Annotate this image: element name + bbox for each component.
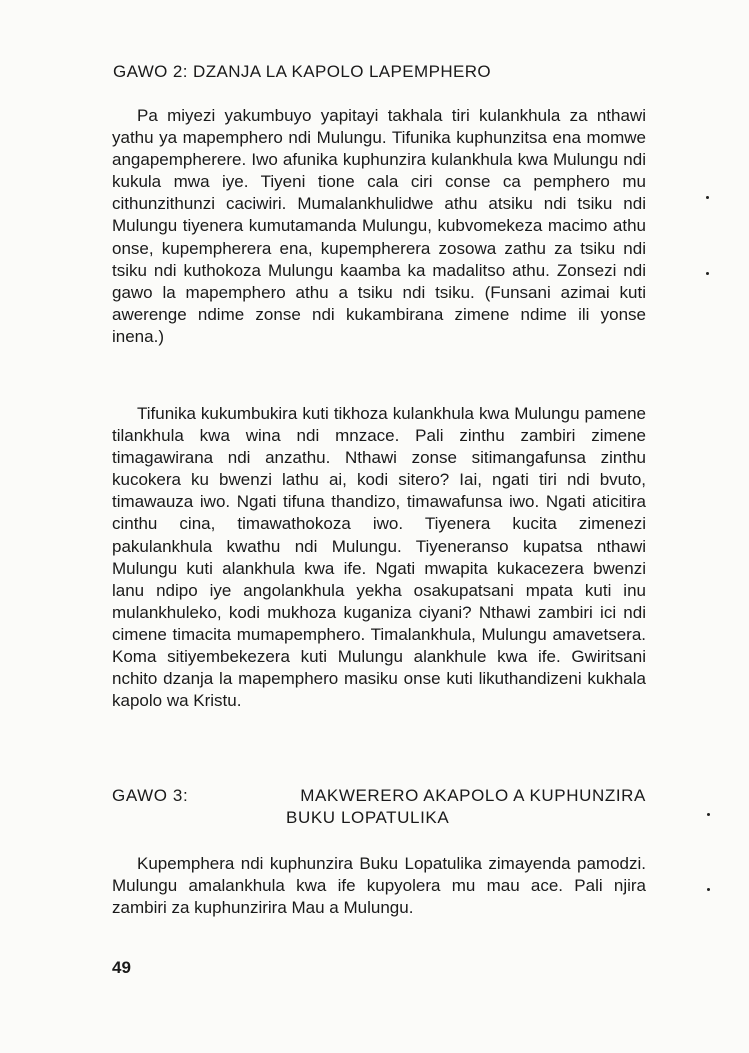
section-2-paragraph-2: Tifunika kukumbukira kuti tikhoza kulankhula kwa Mulungu pamene tilankhula kwa wina ndi mnzace. Pali zinthu zambiri zimene timagawirana ndi anzathu. Nthawi zonse sitimangafunsa zinthu kucokera ku bwenzi lathu ai, kodi sitero? Iai, ngati tiri ndi bvuto, timawauza iwo. Ngati tifuna thandizo, timawafunsa iwo. Ngati aticitira cinthu cina, timawathokoza iwo. Tiyenera kucita zimenezi pakulankhula kwathu ndi Mulungu. Tiyeneranso kupatsa nthawi Mulungu kuti alankhula kwa ife. Ngati mwapita kukacezera bwenzi lanu ndipo iye angolankhula yekha osakupatsani mpata kuti inu mulankhuleko, kodi mukhoza kuganiza ciyani? Nthawi zambiri ici ndi cimene timacita mumapemphero. Timalankhula, Mulungu amavetsera. Koma sitiyembekezera kuti Mulungu alankhule kwa ife. Gwiritsani nchito dzanja la mapemphero masiku onse kuti likuthandizeni kukhala kapolo wa Kristu. [112,404,646,711]
section-2-paragraph-1: Pa miyezi yakumbuyo yapitayi takhala tiri kulankhula za nthawi yathu ya mapemphero ndi Mulungu. Tifunika kuphunzitsa ena momwe angapempherere. Iwo afunika kuphunzira kulankhula kwa Mulungu ndi kukula mwa iye. Tiyeni tione cala ciri conse ca pemphero mu cithunzithunzi caciwiri. Mumalankhulidwe athu atsiku ndi tsiku ndi Mulungu tiyenera kumutamanda Mulungu, kubvomekeza macimo athu onse, kupempherera ena, kupempherera zosowa zathu za tsiku ndi tsiku ndi kuthokoza Mulungu kaamba ka madalitso athu. Zonsezi ndi gawo la mapemphero athu a tsiku ndi tsiku. (Funsani azimai kuti awerenge ndime zonse ndi kukambirana zimene ndime ili yonse inena.) [112,106,646,346]
section-3-paragraph: Kupemphera ndi kuphunzira Buku Lopatulika zimayenda pamodzi. Mulungu amalankhula kwa ife kupyolera mu mau ace. Pali njira zambiri za kuphunzirira Mau a Mulungu. [112,854,646,918]
section-2-heading: GAWO 2: DZANJA LA KAPOLO LAPEMPHERO [113,62,492,81]
scan-speck [707,888,710,891]
section-3-heading [112,785,646,829]
scan-speck [707,813,710,816]
section-3-title-line-2: BUKU LOPATULIKA [286,808,450,827]
scan-speck [706,272,709,275]
section-3-label: GAWO 3: [112,786,189,805]
scan-speck [706,196,709,199]
section-3-title-line-1: MAKWERERO AKAPOLO A KUPHUNZIRA [300,786,646,805]
page-number: 49 [112,958,131,977]
